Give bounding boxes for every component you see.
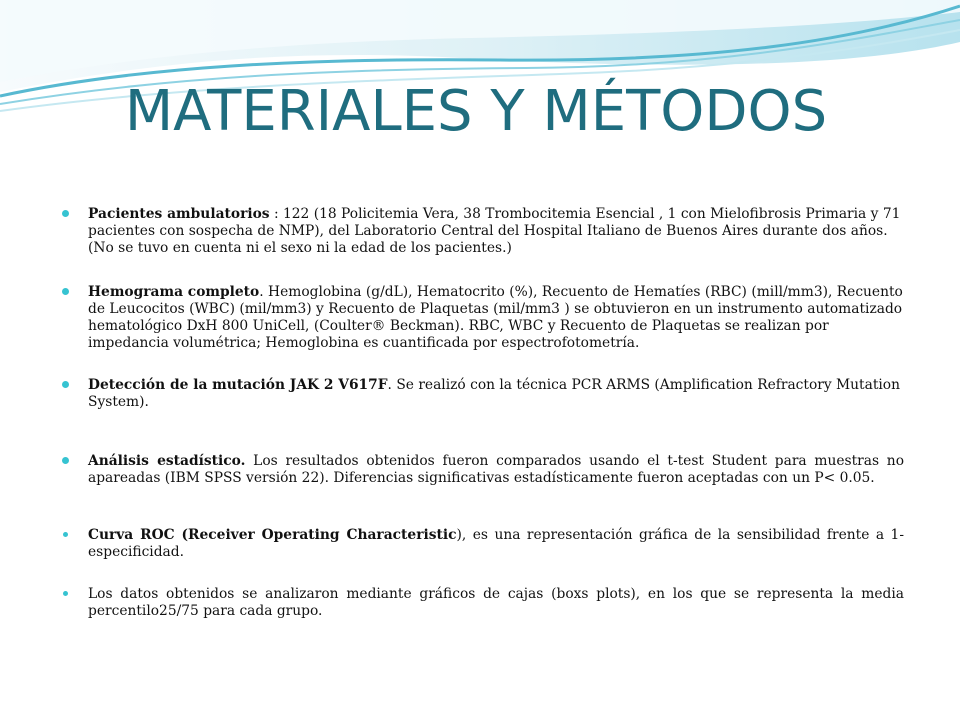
bullet-icon (63, 532, 68, 537)
bullet-lead: Hemograma completo (88, 284, 260, 300)
bullet-text: Los datos obtenidos se analizaron mediante gráficos de cajas (boxs plots), en los que se representa la media percentilo25/75 para cada grupo. (88, 586, 904, 619)
bullet-icon (62, 381, 69, 388)
bullet-item-analisis (62, 453, 904, 487)
bullet-text: . Hemoglobina (g/dL), Hematocrito (%), Recuento de Hematíes (RBC) (mill/mm3), Recuento de Leucocitos (WBC) (mil/mm3) y Recuento de Plaquetas (mil/mm3 ) se obtuvieron en un instrumento automatizado hematológico DxH 800 UniCell, (Coulter® Beckman). RBC, WBC y Recuento de Plaquetas se realizan por impedancia volumétrica; Hemoglobina es cuantificada por espectrofotometría. (88, 284, 903, 351)
bullet-icon (62, 288, 69, 295)
bullet-item-boxplots (62, 586, 904, 620)
bullet-lead: Pacientes ambulatorios (88, 206, 270, 222)
bullet-icon (63, 591, 68, 596)
bullet-item-pacientes (62, 206, 904, 257)
bullet-item-hemograma (62, 284, 904, 352)
bullet-icon (62, 210, 69, 217)
bullet-item-roc (62, 527, 904, 561)
bullet-icon (62, 457, 69, 464)
bullet-lead: Curva ROC (Receiver Operating Characteristic (88, 527, 457, 543)
page-title: MATERIALES Y MÉTODOS (124, 79, 828, 144)
bullet-text: ), es una representación gráfica de la sensibilidad frente a 1- especificidad. (88, 527, 904, 560)
bullet-list (62, 206, 904, 620)
bullet-text: . Se realizó con la técnica PCR ARMS (Amplification Refractory Mutation System). (88, 377, 900, 410)
bullet-lead: Detección de la mutación JAK 2 V617F (88, 377, 388, 393)
bullet-text: : 122 (18 Policitemia Vera, 38 Trombocitemia Esencial , 1 con Mielofibrosis Primaria y 71 pacientes con sospecha de NMP), del Laboratorio Central del Hospital Italiano de Buenos Aires durante dos años. (No se tuvo en cuenta ni el sexo ni la edad de los pacientes.) (88, 206, 901, 256)
bullet-item-jak2 (62, 377, 904, 411)
bullet-lead: Análisis estadístico. (88, 453, 246, 469)
bullet-text: Los resultados obtenidos fueron comparados usando el t-test Student para muestras no apareadas (IBM SPSS versión 22). Diferencias significativas estadísticamente fueron aceptadas con un P< 0.05. (88, 453, 905, 486)
